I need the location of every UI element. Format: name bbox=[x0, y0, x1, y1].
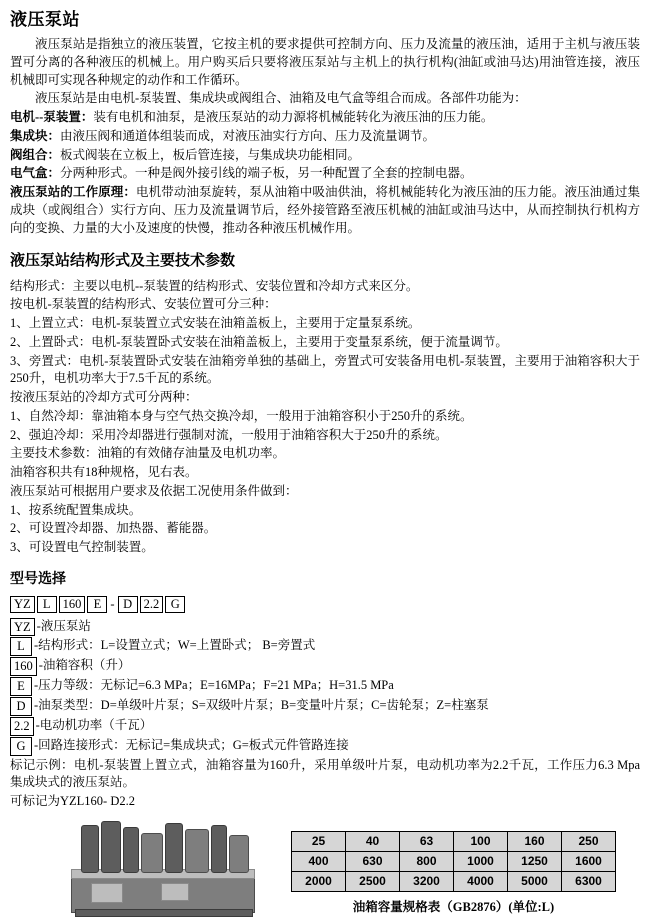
model-legend-text: -压力等级：无标记=6.3 MPa；E=16MPa；F=21 MPa；H=31.5 MPa bbox=[34, 678, 394, 693]
model-note-label: 标记示例： bbox=[10, 757, 74, 772]
model-note-line2: 可标记为YZL160- D2.2 bbox=[10, 794, 135, 809]
intro-paragraph-1: 液压泵站是指独立的液压装置，它按主机的要求提供可控制方向、压力及流量的液压油，适用于主机与液压装置可分离的各种液压的机械上。用户购买后只要将液压泵站与主机上的执行机构(油缸或油马达)用油管连接，液压机械即可实现各种规定的动作和工作循环。 bbox=[10, 37, 640, 87]
model-legend-item bbox=[10, 697, 640, 716]
model-note-text: 电机-泵装置上置立式，油箱容量为160升，采用单级叶片泵，电动机功率为2.2千瓦，工作压力6.3 Mpa集成块式的液压泵站。 bbox=[10, 757, 640, 790]
table-cell: 63 bbox=[400, 832, 454, 852]
table-cell: 160 bbox=[508, 832, 562, 852]
table-cell: 2500 bbox=[346, 872, 400, 892]
model-legend-text: -电动机功率（千瓦） bbox=[35, 717, 153, 732]
spec-table-wrap bbox=[291, 831, 616, 917]
model-legend-text: -油箱容积（升） bbox=[38, 658, 131, 673]
model-code-pressure: E bbox=[87, 596, 107, 614]
model-legend-key: D bbox=[10, 697, 32, 716]
structure-line: 2、上置卧式：电机-泵装置卧式安装在油箱盖板上，主要用于变量泵系统，便于流量调节。 bbox=[10, 334, 508, 349]
tank-capacity-table bbox=[291, 831, 616, 892]
section-title-model: 型号选择 bbox=[10, 571, 66, 587]
component-item bbox=[10, 147, 640, 165]
structure-line: 3、旁置式：电机-泵装置卧式安装在油箱旁单独的基础上，旁置式可安装备用电机-泵装置，主要用于油箱容积大于250升，电机功率大于7.5千瓦的系统。 bbox=[10, 353, 640, 386]
table-cell: 400 bbox=[292, 852, 346, 872]
model-note bbox=[10, 757, 640, 793]
model-legend-item bbox=[10, 657, 640, 676]
component-label: 电气盒： bbox=[10, 166, 61, 181]
table-cell: 100 bbox=[454, 832, 508, 852]
section-title-structure: 液压泵站结构形式及主要技术参数 bbox=[10, 253, 236, 270]
table-cell: 4000 bbox=[454, 872, 508, 892]
working-principle-text: 电机带动油泵旋转，泵从油箱中吸油供油，将机械能转化为液压油的压力能。液压油通过集成块（或阀组合）实行方向、压力及流量调节后，经外接管路至液压机械的油缸或油马达中，从而控制执行机构方向的变换、力量的大小及速度的快慢，推动各种液压机械作用。 bbox=[10, 185, 640, 235]
structure-line: 1、上置立式：电机-泵装置立式安装在油箱盖板上，主要用于定量泵系统。 bbox=[10, 316, 421, 331]
structure-line: 油箱容积共有18种规格，见右表。 bbox=[10, 465, 198, 480]
table-cell: 2000 bbox=[292, 872, 346, 892]
table-cell: 3200 bbox=[400, 872, 454, 892]
structure-line: 1、自然冷却：靠油箱本身与空气热交换冷却，一般用于油箱容积小于250升的系统。 bbox=[10, 408, 473, 423]
model-legend-item bbox=[10, 637, 640, 656]
component-text: 由液压阀和通道体组装而成，对液压油实行方向、压力及流量调节。 bbox=[60, 128, 436, 143]
model-legend-key: 160 bbox=[10, 657, 37, 676]
structure-line: 按液压泵站的冷却方式可分两种： bbox=[10, 390, 198, 405]
intro-paragraph-2: 液压泵站是由电机-泵装置、集成块或阀组合、油箱及电气盒等组合而成。各部件功能为： bbox=[35, 91, 527, 106]
working-principle bbox=[10, 184, 640, 237]
table-row bbox=[292, 852, 616, 872]
model-legend-item bbox=[10, 677, 640, 696]
table-cell: 40 bbox=[346, 832, 400, 852]
model-legend-item bbox=[10, 618, 640, 637]
bottom-section bbox=[0, 819, 650, 919]
model-legend-item bbox=[10, 717, 640, 736]
model-legend-key: E bbox=[10, 677, 32, 696]
component-text: 板式阀装在立板上，板后管连接，与集成块功能相同。 bbox=[60, 147, 361, 162]
component-item bbox=[10, 128, 640, 146]
component-label: 集成块： bbox=[10, 128, 61, 143]
table-cell: 1600 bbox=[562, 852, 616, 872]
model-legend-key: G bbox=[10, 737, 32, 756]
table-cell: 250 bbox=[562, 832, 616, 852]
model-legend-item bbox=[10, 737, 640, 756]
component-text: 装有电机和油泵，是液压泵站的动力源将机械能转化为液压油的压力能。 bbox=[93, 110, 494, 125]
table-cell: 800 bbox=[400, 852, 454, 872]
model-code-volume: 160 bbox=[59, 596, 86, 614]
component-item bbox=[10, 109, 640, 127]
model-legend-key: 2.2 bbox=[10, 717, 34, 736]
component-text: 分两种形式。一种是阀外接引线的端子板，另一种配置了全套的控制电器。 bbox=[60, 166, 473, 181]
component-label: 电机--泵装置： bbox=[10, 110, 94, 125]
table-cell: 25 bbox=[292, 832, 346, 852]
model-code-yz: YZ bbox=[10, 596, 35, 614]
structure-line: 2、可设置冷却器、加热器、蓄能器。 bbox=[10, 521, 217, 536]
model-legend-key: L bbox=[10, 637, 32, 656]
structure-line: 按电机-泵装置的结构形式、安装位置可分三种： bbox=[10, 297, 277, 312]
working-principle-label: 液压泵站的工作原理： bbox=[10, 185, 137, 200]
table-cell: 5000 bbox=[508, 872, 562, 892]
model-legend-text: -结构形式：L=设置立式；W=上置卧式； B=旁置式 bbox=[34, 638, 316, 653]
table-row bbox=[292, 872, 616, 892]
model-legend-key: YZ bbox=[10, 618, 35, 637]
table-cell: 1000 bbox=[454, 852, 508, 872]
model-code-connection: G bbox=[165, 596, 185, 614]
structure-line: 1、按系统配置集成块。 bbox=[10, 502, 142, 517]
model-code-pump: D bbox=[118, 596, 138, 614]
structure-line: 主要技术参数：油箱的有效储存油量及电机功率。 bbox=[10, 446, 286, 461]
table-cell: 1250 bbox=[508, 852, 562, 872]
model-code-structure: L bbox=[37, 596, 57, 614]
model-code-row bbox=[10, 596, 640, 614]
model-legend-text: -油泵类型：D=单级叶片泵；S=双级叶片泵；B=变量叶片泵；C=齿轮泵；Z=柱塞泵 bbox=[34, 698, 489, 713]
model-code-power: 2.2 bbox=[140, 596, 164, 614]
table-caption: 油箱容量规格表（GB2876）(单位:L) bbox=[352, 900, 555, 915]
model-legend-text: -液压泵站 bbox=[36, 618, 91, 633]
table-cell: 6300 bbox=[562, 872, 616, 892]
model-code-dash: - bbox=[110, 596, 115, 611]
hydraulic-pump-station-photo bbox=[65, 819, 265, 915]
structure-line: 液压泵站可根据用户要求及依据工况使用条件做到： bbox=[10, 483, 298, 498]
model-legend-text: -回路连接形式：无标记=集成块式；G=板式元件管路连接 bbox=[34, 737, 349, 752]
table-row bbox=[292, 832, 616, 852]
page-title: 液压泵站 bbox=[10, 10, 80, 29]
structure-line: 结构形式：主要以电机--泵装置的结构形式、安装位置和冷却方式来区分。 bbox=[10, 278, 419, 293]
component-item bbox=[10, 165, 640, 183]
structure-line: 3、可设置电气控制装置。 bbox=[10, 540, 154, 555]
table-cell: 630 bbox=[346, 852, 400, 872]
component-label: 阀组合： bbox=[10, 147, 61, 162]
structure-line: 2、强迫冷却：采用冷却器进行强制对流，一般用于油箱容积大于250升的系统。 bbox=[10, 427, 448, 442]
